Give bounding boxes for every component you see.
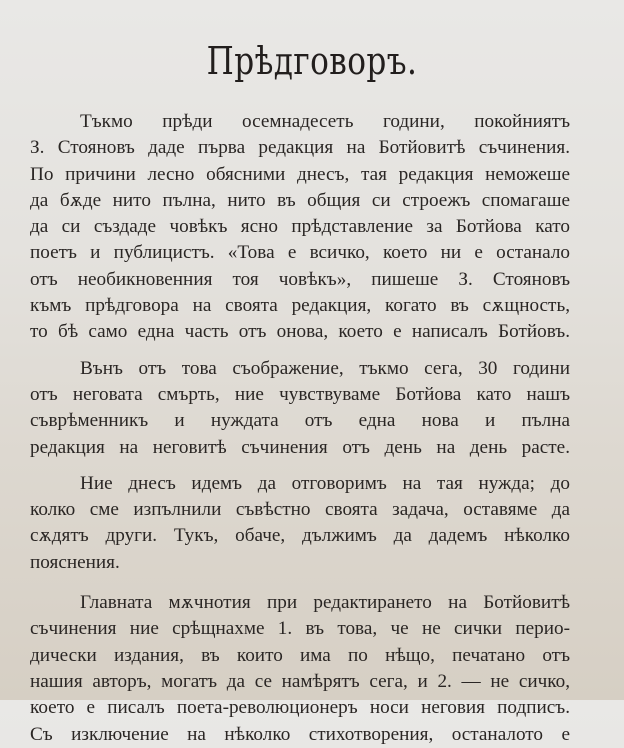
text-line: По причини лесно обясними днесъ, тая редакция неможеше xyxy=(30,163,570,185)
paragraph-4 xyxy=(30,590,570,748)
text-line: то бѣ само една часть отъ онова, което е написалъ Ботйовъ. xyxy=(30,321,570,343)
text-line: да си създаде човѣкъ ясно прѣдставление за Ботйова като xyxy=(30,216,570,238)
text-line: което е писалъ поета-революционеръ носи неговия подписъ. xyxy=(30,697,570,719)
text-line: Ние днесъ идемъ да отговоримъ на тая нужда; до xyxy=(80,472,570,494)
text-line: Вънъ отъ това съображение, тъкмо сега, 30 години xyxy=(80,357,570,379)
paragraph-3 xyxy=(30,471,570,576)
text-line: Тъкмо прѣди осемнадесеть години, покойниятъ xyxy=(80,111,570,132)
text-line: сѫдятъ други. Тукъ, обаче, дължимъ да дадемъ нѣколко xyxy=(30,525,570,547)
text-line: дически издания, въ които има по нѣщо, печатано отъ xyxy=(30,644,570,666)
text-line: Съ изключение на нѣколко стихотворения, останалото е xyxy=(30,723,570,745)
preface-body xyxy=(30,109,570,748)
paragraph-2 xyxy=(30,356,570,461)
page-title: Прѣдговоръ. xyxy=(206,39,418,84)
text-line: да бѫде нито пълна, нито въ общия си строежъ спомагаше xyxy=(30,189,570,211)
text-line: пояснения. xyxy=(30,551,120,573)
text-line: отъ неговата смърть, ние чувствуваме Ботйова като нашъ xyxy=(30,383,570,405)
text-line: редакция на неговитѣ съчинения отъ день на день расте. xyxy=(30,436,570,458)
text-line: къмъ прѣдговора на своята редакция, когато въ сѫщность, xyxy=(30,295,570,317)
text-line: З. Стояновъ даде първа редакция на Ботйовитѣ съчинения. xyxy=(30,137,570,159)
text-line: поетъ и публицистъ. «Това е всичко, което ни е останало xyxy=(30,242,570,264)
text-line: Главната мѫчнотия при редактирането на Ботйовитѣ xyxy=(80,592,570,614)
text-line: съчинения ние срѣщнахме 1. въ това, че не сички перио- xyxy=(30,618,570,640)
text-line: отъ необикновенния тоя човѣкъ», пишеше З. Стояновъ xyxy=(30,268,570,290)
paragraph-1 xyxy=(30,109,570,346)
text-line: нашия авторъ, могатъ да се намѣрятъ сега, и 2. — не сичко, xyxy=(30,670,570,692)
text-line: колко сме изпълнили съвѣстно своята задача, оставяме да xyxy=(30,499,570,521)
text-line: съврѣменникъ и нуждата отъ една нова и пълна xyxy=(30,410,570,432)
